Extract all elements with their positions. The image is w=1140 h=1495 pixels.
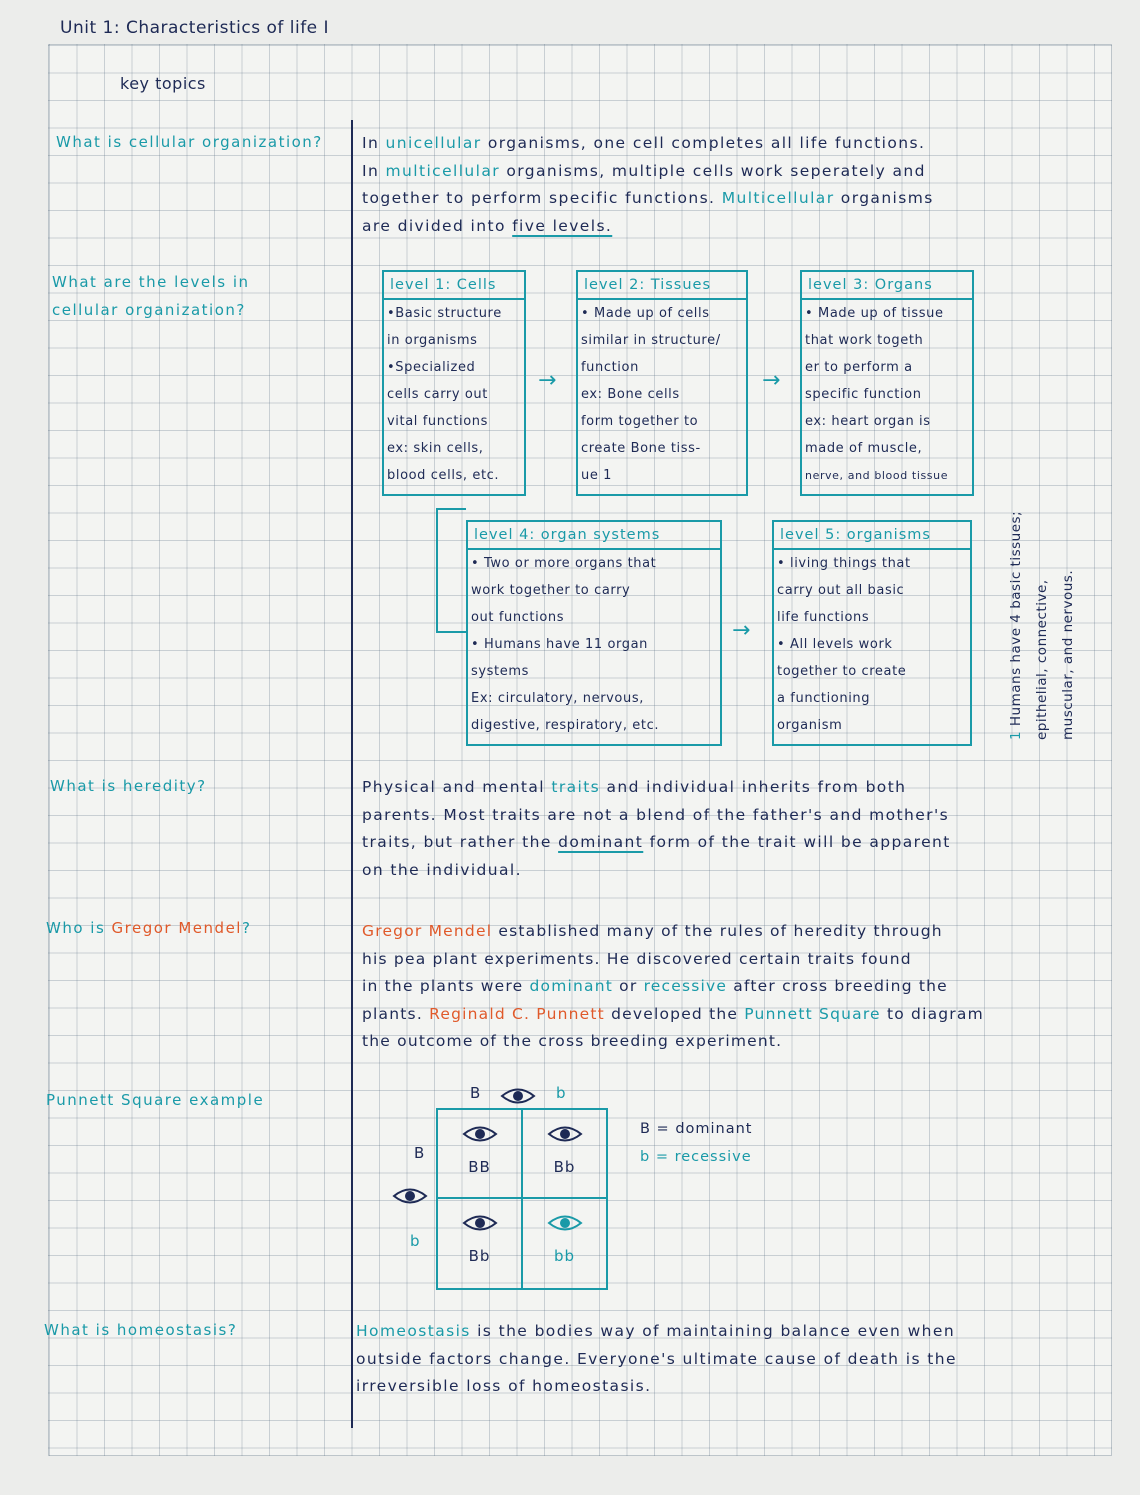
answer-line: irreversible loss of homeostasis. [356, 1377, 652, 1395]
level-box-cells [382, 270, 526, 496]
footnote-tissues [1003, 510, 1081, 740]
answer-line: together to perform specific functions. Multicellular organisms [362, 189, 934, 207]
answer-heredity [362, 774, 951, 884]
answer-line: on the individual. [362, 860, 522, 879]
punnett-cell [523, 1199, 606, 1286]
page-subtitle: key topics [120, 74, 206, 93]
flow-bracket [436, 631, 466, 633]
answer-line: are divided into five levels. [362, 216, 613, 235]
level-box-line: • All levels work [777, 637, 893, 652]
answer-line: parents. Most traits are not a blend of the father's and mother's [362, 805, 950, 824]
footnote-line: muscular, and nervous. [1060, 569, 1076, 740]
answer-line: his pea plant experiments. He discovered certain traits found [362, 949, 912, 968]
answer-line: plants. Reginald C. Punnett developed the Punnett Square to diagram [362, 1004, 984, 1023]
answer-cellular-organization [362, 130, 934, 240]
genotype-label: bb [553, 1247, 576, 1265]
page-title: Unit 1: Characteristics of life I [60, 18, 330, 38]
level-box-line: digestive, respiratory, etc. [471, 718, 660, 733]
level-box-line: specific function [805, 387, 922, 402]
level-box-line: • Humans have 11 organ [471, 637, 649, 652]
answer-line: the outcome of the cross breeding experiment. [362, 1032, 783, 1050]
answer-line: Homeostasis is the bodies way of maintaining balance even when [356, 1322, 956, 1340]
answer-line: In unicellular organisms, one cell completes all life functions. [362, 134, 926, 152]
eye-icon [462, 1124, 498, 1144]
allele-left-dominant: B [414, 1144, 425, 1162]
genotype-label: BB [468, 1158, 491, 1176]
question-heredity: What is heredity? [50, 777, 207, 795]
level-box-title: level 3: Organs [802, 272, 972, 300]
answer-homeostasis [356, 1318, 957, 1401]
question-levels [52, 268, 250, 324]
level-box-line: a functioning [777, 691, 871, 706]
level-box-title: level 4: organ systems [468, 522, 720, 550]
legend-dominant: B = dominant [640, 1121, 753, 1137]
level-box-line: • living things that [777, 556, 911, 571]
answer-line: In multicellular organisms, multiple cells work seperately and [362, 161, 926, 180]
question-punnett: Punnett Square example [46, 1091, 265, 1109]
level-box-line: • Made up of tissue [805, 306, 944, 321]
level-box-line: ue 1 [581, 468, 613, 483]
level-box-organ-systems [466, 520, 722, 746]
level-box-line: together to create [777, 664, 907, 679]
level-box-line: organism [777, 718, 843, 733]
punnett-cell [438, 1199, 521, 1286]
level-box-line: function [581, 360, 639, 375]
level-box-line: ex: Bone cells [581, 387, 680, 402]
level-box-line: ex: heart organ is [805, 414, 931, 429]
level-box-title: level 2: Tissues [578, 272, 746, 300]
allele-left-recessive: b [410, 1232, 420, 1250]
level-box-organisms [772, 520, 972, 746]
answer-mendel [362, 918, 984, 1056]
level-box-line: life functions [777, 610, 870, 625]
level-box-line: • Made up of cells [581, 306, 710, 321]
level-box-line: •Basic structure [387, 306, 502, 321]
genotype-label: Bb [468, 1247, 491, 1265]
punnett-cell [438, 1110, 521, 1197]
question-line: cellular organization? [52, 301, 246, 319]
arrow-icon: → [538, 368, 557, 393]
allele-top-recessive: b [556, 1084, 566, 1102]
level-box-line: er to perform a [805, 360, 913, 375]
punnett-cell [523, 1110, 606, 1197]
level-box-title: level 5: organisms [774, 522, 970, 550]
level-box-organs [800, 270, 974, 496]
answer-line: Physical and mental traits and individual inherits from both [362, 778, 907, 796]
eye-icon [462, 1213, 498, 1233]
level-box-line: that work togeth [805, 333, 924, 348]
eye-icon-teal [547, 1213, 583, 1233]
level-box-line: work together to carry [471, 583, 631, 598]
level-box-line: cells carry out [387, 387, 488, 402]
level-box-line: out functions [471, 610, 565, 625]
answer-line: Gregor Mendel established many of the rules of heredity through [362, 922, 943, 940]
level-box-line: •Specialized [387, 360, 476, 375]
answer-line: traits, but rather the dominant form of the trait will be apparent [362, 833, 951, 851]
level-box-line: in organisms [387, 333, 478, 348]
level-box-line: • Two or more organs that [471, 556, 657, 571]
question-homeostasis: What is homeostasis? [44, 1321, 238, 1339]
flow-bracket [436, 508, 466, 510]
footnote-line: 1 Humans have 4 basic tissues; epithelial, connective, [1008, 510, 1050, 740]
level-box-line: similar in structure/ [581, 333, 721, 348]
question-cellular-organization: What is cellular organization? [56, 133, 323, 151]
flow-bracket [436, 508, 438, 633]
level-box-line: nerve, and blood tissue [805, 469, 949, 482]
punnett-legend [640, 1115, 753, 1171]
level-box-tissues [576, 270, 748, 496]
eye-icon [547, 1124, 583, 1144]
level-box-line: blood cells, etc. [387, 468, 500, 483]
question-line: What are the levels in [52, 273, 250, 291]
column-divider [351, 120, 353, 1428]
allele-top-dominant: B [470, 1084, 481, 1102]
punnett-square [436, 1108, 608, 1290]
eye-icon [500, 1086, 536, 1106]
level-box-line: made of muscle, [805, 441, 923, 456]
legend-recessive: b = recessive [640, 1149, 752, 1165]
arrow-icon: → [762, 368, 781, 393]
level-box-title: level 1: Cells [384, 272, 524, 300]
level-box-line: create Bone tiss- [581, 441, 701, 456]
level-box-line: Ex: circulatory, nervous, [471, 691, 644, 706]
question-mendel: Who is Gregor Mendel? [46, 919, 252, 937]
genotype-label: Bb [553, 1158, 576, 1176]
level-box-line: carry out all basic [777, 583, 905, 598]
level-box-line: systems [471, 664, 529, 679]
level-box-line: form together to [581, 414, 699, 429]
level-box-line: ex: skin cells, [387, 441, 484, 456]
answer-line: in the plants were dominant or recessive after cross breeding the [362, 977, 948, 995]
eye-icon [392, 1186, 428, 1206]
arrow-icon: → [732, 618, 751, 643]
level-box-line: vital functions [387, 414, 488, 429]
answer-line: outside factors change. Everyone's ultimate cause of death is the [356, 1349, 957, 1368]
